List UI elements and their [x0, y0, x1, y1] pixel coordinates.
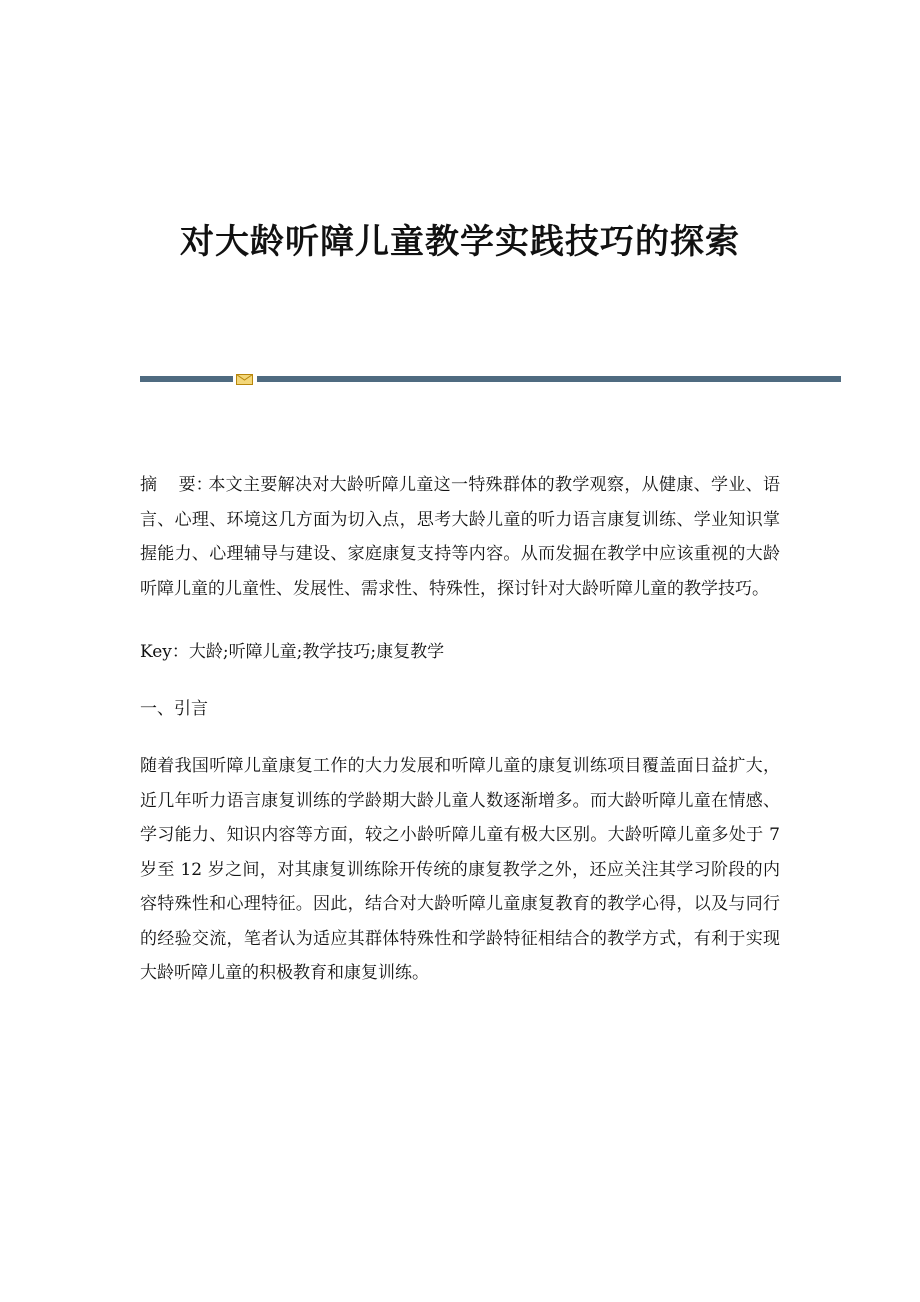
abstract-paragraph [140, 468, 780, 606]
section-heading: 一、引言 [140, 698, 208, 719]
body-paragraph: 随着我国听障儿童康复工作的大力发展和听障儿童的康复训练项目覆盖面日益扩大，近几年听力语言康复训练的学龄期大龄儿童人数逐渐增多。而大龄听障儿童在情感、学习能力、知识内容等方面，较之小龄听障儿童有极大区别。大龄听障儿童多处于 7 岁至 12 岁之间，对其康复训练除开传统的康复教学之外，还应关注其学习阶段的内容特殊性和心理特征。因此，结合对大龄听障儿童康复教育的教学心得，以及与同行的经验交流，笔者认为适应其群体特殊性和学龄特征相结合的教学方式，有利于实现大龄听障儿童的积极教育和康复训练。 [140, 756, 780, 983]
envelope-icon [236, 374, 253, 385]
document-body [140, 468, 780, 991]
divider-bar-left [140, 376, 233, 382]
keywords-line: Key：大龄;听障儿童;教学技巧;康复教学 [140, 642, 445, 662]
title-divider [140, 374, 841, 385]
divider-bar-right [257, 376, 841, 382]
abstract-label: 摘 要： [140, 475, 213, 495]
abstract-text: 本文主要解决对大龄听障儿童这一特殊群体的教学观察，从健康、学业、语言、心理、环境这几方面为切入点，思考大龄儿童的听力语言康复训练、学业知识掌握能力、心理辅导与建设、家庭康复支持等内容。从而发掘在教学中应该重视的大龄听障儿童的儿童性、发展性、需求性、特殊性，探讨针对大龄听障儿童的教学技巧。 [140, 475, 780, 599]
document-title: 对大龄听障儿童教学实践技巧的探索 [180, 222, 740, 262]
